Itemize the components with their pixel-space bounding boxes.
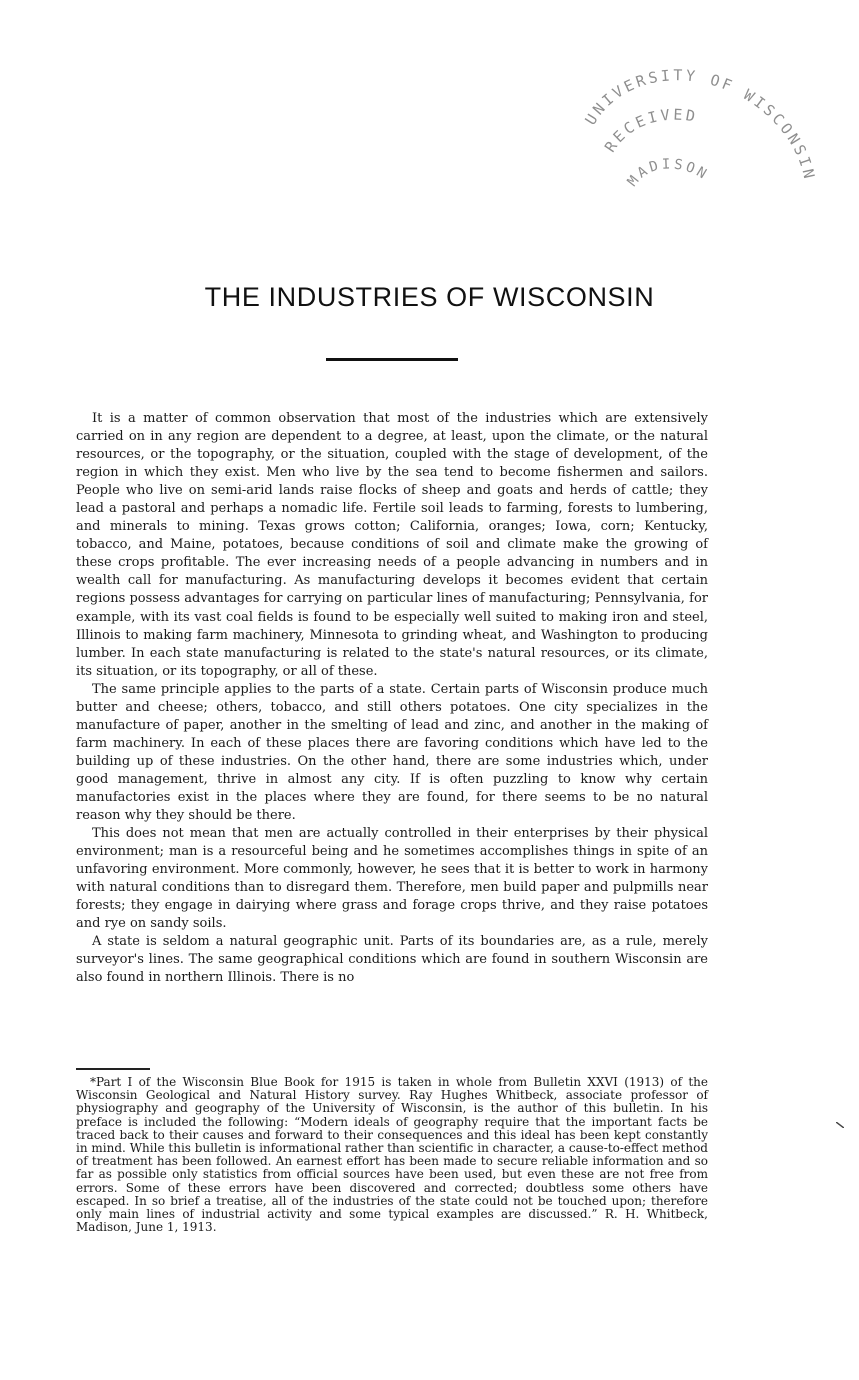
paragraph: This does not mean that men are actually controlled in their enterprises by their physical environment; man is a resourceful being and he sometimes accomplishes things in spite of an unfavoring environment. More commonly, however, he sees that it is better to work in harmony with natural conditions than to disregard them. Therefore, men build paper and pulpmills near forests; they engage in dairying where grass and forage crops thrive, and they raise potatoes and rye on sandy soils.: [76, 826, 708, 932]
stamp-line-3: MADISON: [624, 156, 712, 190]
paragraph: A state is seldom a natural geographic unit. Parts of its boundaries are, as a rule, merely surveyor's lines. The same geographical conditions which are found in southern Wisconsin are also found in northern Illinois. There is no: [76, 934, 708, 986]
stamp-line-2: RECEIVED: [600, 105, 700, 156]
stamp-line-1: UNIVERSITY OF WISCONSIN: [581, 66, 819, 183]
title-divider: [326, 358, 458, 361]
svg-text:MADISON: [623, 136, 712, 217]
footnote: *Part I of the Wisconsin Blue Book for 1915 is taken in whole from Bulletin XXVI (1913) of the Wisconsin Geological and Natural History survey. Ray Hughes Whitbeck, associate professor of physiography and geography of the University of Wisconsin, is the author of this bulletin. In his preface is included the following: “Modern ideals of geography require that the important facts be traced back to their causes and forward to their consequences and this ideal has been kept constantly in mind. While this bulletin is informational rather than scientific in character, a cause-to-effect method of treatment has been followed. An earnest effort has been made to secure reliable information and so far as possible only statistics from official sources have been used, but even these are not free from errors. Some of these errors have been discovered and corrected; doubtless some others have escaped. In so brief a treatise, all of the industries of the state could not be touched upon; therefore only main lines of industrial activity and some typical examples are discussed.” R. H. Whitbeck, Madison, June 1, 1913.: [76, 1075, 708, 1235]
paragraph: It is a matter of common observation that most of the industries which are extensively carried on in any region are dependent to a degree, at least, upon the climate, or the natural resources, or the topography, or the situation, coupled with the stage of development, of the region in which they exist. Men who live by the sea tend to become fishermen and sailors. People who live on semi-arid lands raise flocks of sheep and goats and herds of cattle; they lead a pastoral and perhaps a nomadic life. Fertile soil leads to farming, forests to lumbering, and minerals to mining. Texas grows cotton; California, oranges; Iowa, corn; Kentucky, tobacco, and Maine, potatoes, because conditions of soil and climate make the growing of these crops profitable. The ever increasing needs of a people advancing in numbers and in wealth call for manufacturing. As manufacturing develops it becomes evident that certain regions possess advantages for carrying on particular lines of manufacturing; Pennsylvania, for example, with its vast coal fields is found to be especially well suited to making iron and steel, Illinois to making farm machinery, Minnesota to grinding wheat, and Washington to producing lumber. In each state manufacturing is related to the state's natural resources, or its climate, its situation, or its topography, or all of these.: [76, 411, 708, 679]
page-title: THE INDUSTRIES OF WISCONSIN: [204, 282, 655, 312]
footnote-divider: [76, 1068, 150, 1070]
body-text: [76, 410, 708, 988]
margin-mark-icon: [836, 1122, 844, 1128]
paragraph: The same principle applies to the parts of a state. Certain parts of Wisconsin produce much butter and cheese; others, tobacco, and still others potatoes. One city specializes in the manufacture of paper, another in the smelting of lead and zinc, and another in the making of farm machinery. In each of these places there are favoring conditions which have led to the building up of these industries. On the other hand, there are some industries which, under good management, thrive in almost any city. If is often puzzling to know why certain manufactories exist in the places where they are found, for there seems to be no natural reason why they should be there.: [76, 681, 708, 824]
